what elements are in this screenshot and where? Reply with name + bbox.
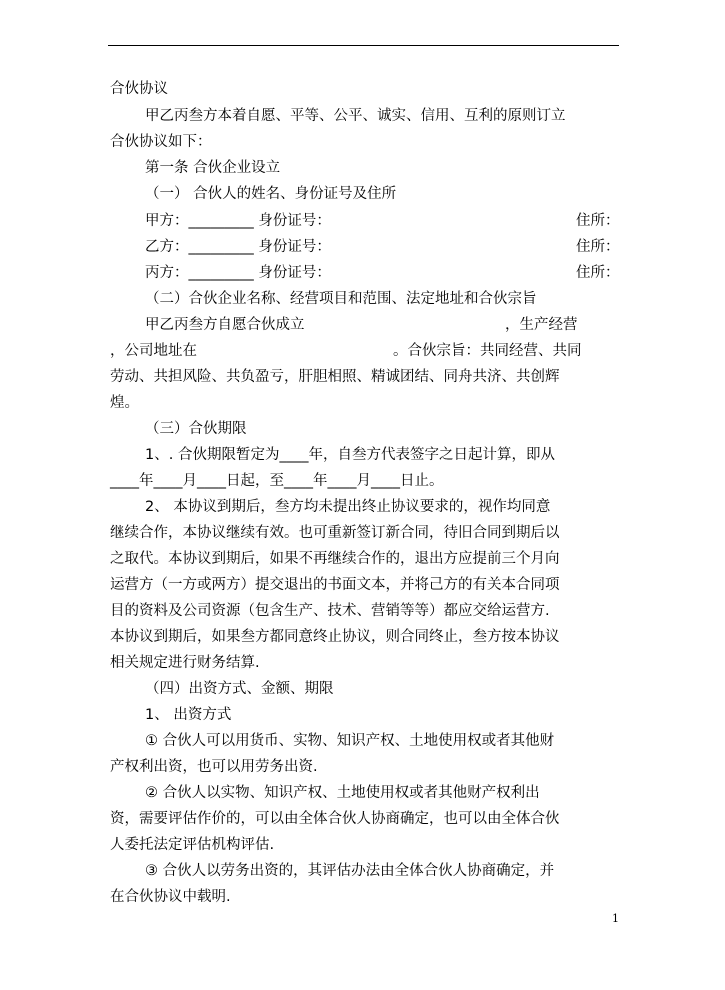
sec3-line-6: 运营方（一方或两方）提交退出的书面文本，并将己方的有关本合同项 [110, 577, 560, 593]
sec4-line-8: 在合伙协议中载明. [110, 889, 231, 905]
sec2-line-4: 煌。 [110, 395, 139, 411]
page-number: 1 [612, 912, 619, 925]
sec3-line-9: 相关规定进行财务结算. [110, 655, 260, 671]
sec3-line-7: 目的资料及公司资源（包含生产、技术、营销等等）都应交给运营方. [110, 603, 550, 619]
sec4-line-2: ① 合伙人可以用货币、实物、知识产权、土地使用权或者其他财 [145, 733, 555, 749]
sec4-line-3: 产权利出资，也可以用劳务出资. [110, 759, 318, 775]
party-a-residence: 住所： [576, 213, 620, 229]
section-2-heading: （二）合伙企业名称、经营项目和范围、法定地址和合伙宗旨 [145, 291, 537, 307]
sec4-line-7: ③ 合伙人以劳务出资的，其评估办法由全体合伙人协商确定，并 [145, 863, 555, 879]
party-a-text: 甲方：_________ 身份证号： [145, 213, 331, 229]
intro-line-1: 甲乙丙叁方本着自愿、平等、公平、诚实、信用、互利的原则订立 [145, 108, 566, 124]
sec3-line-4: 继续合作，本协议继续有效。也可重新签订新合同，待旧合同到期后以 [110, 525, 560, 541]
sec2-line-3: 劳动、共担风险、共负盈亏，肝胆相照、精诚团结、同舟共济、共创辉 [110, 369, 560, 385]
sec3-line-2: ____年____月____日起，至____年____月____日止。 [110, 473, 444, 489]
doc-title: 合伙协议 [110, 81, 168, 97]
sec3-line-3: 2、 本协议到期后，叁方均未提出终止协议要求的，视作均同意 [145, 499, 551, 515]
party-c-residence: 住所： [576, 265, 620, 281]
sec3-line-8: 本协议到期后，如果叁方都同意终止协议，则合同终止，叁方按本协议 [110, 629, 560, 645]
sec4-line-6: 人委托法定评估机构评估. [110, 837, 275, 853]
intro-line-2: 合伙协议如下： [110, 134, 212, 150]
article-1-heading: 第一条 合伙企业设立 [145, 160, 281, 176]
sec3-line-5: 之取代。本协议到期后，如果不再继续合作的，退出方应提前三个月向 [110, 551, 560, 567]
party-b-residence: 住所： [576, 239, 620, 255]
sec2-line-2a: ，公司地址在 [110, 343, 197, 359]
sec4-line-1: 1、 出资方式 [145, 707, 232, 723]
sec4-line-4: ② 合伙人以实物、知识产权、土地使用权或者其他财产权利出 [145, 785, 540, 801]
sec2-line-1a: 甲乙丙叁方自愿合伙成立 [145, 317, 305, 333]
party-b-text: 乙方：_________ 身份证号： [145, 239, 331, 255]
section-1-heading: （一） 合伙人的姓名、身份证号及住所 [145, 186, 397, 202]
sec3-line-1: 1、. 合伙期限暂定为____年，自叁方代表签字之日起计算，即从 [145, 447, 555, 463]
sec2-line-1b: ，生产经营 [505, 317, 578, 333]
section-4-heading: （四）出资方式、金额、期限 [145, 681, 334, 697]
party-c-text: 丙方：_________ 身份证号： [145, 265, 331, 281]
section-3-heading: （三）合伙期限 [145, 421, 247, 437]
header-rule [108, 45, 619, 46]
sec4-line-5: 资，需要评估作价的，可以由全体合伙人协商确定，也可以由全体合伙 [110, 811, 560, 827]
sec2-line-2b: 。合伙宗旨：共同经营、共同 [393, 343, 582, 359]
